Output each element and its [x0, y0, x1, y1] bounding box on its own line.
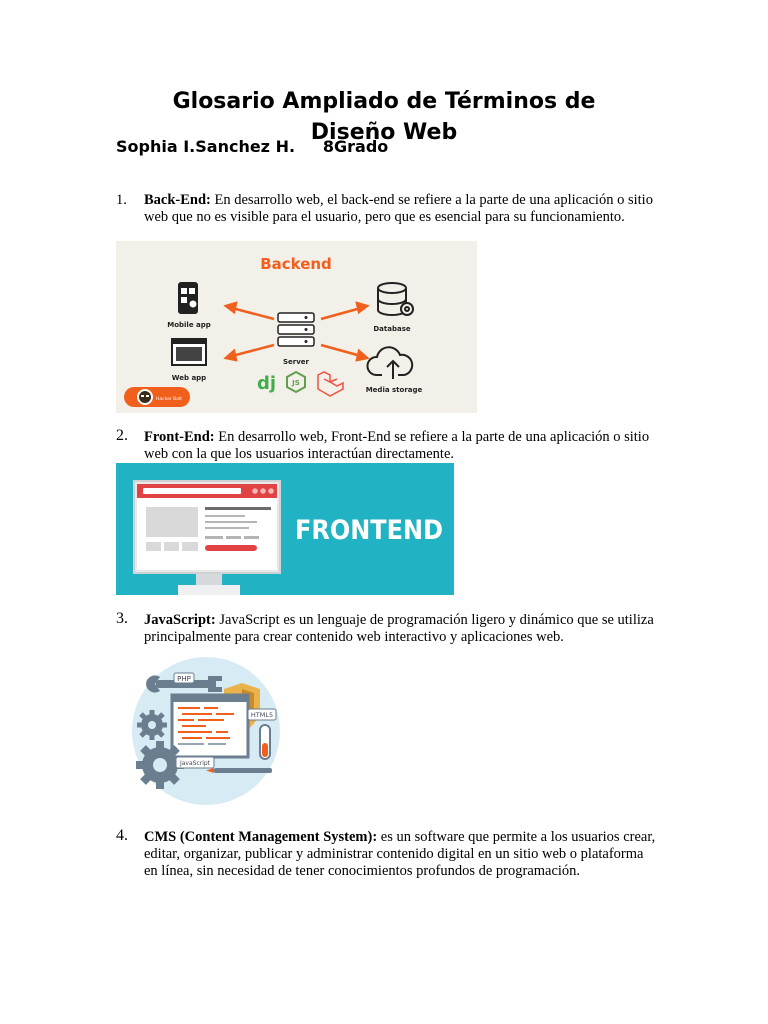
author-line: Sophia I.Sanchez H. 8Grado — [116, 137, 389, 156]
test-tube-icon — [260, 725, 270, 759]
small-gear-icon — [137, 710, 167, 740]
item-number: 2. — [116, 427, 128, 444]
backend-heading: Backend — [260, 255, 332, 273]
glossary-item-front-end — [116, 429, 656, 463]
term-definition: En desarrollo web, el back-end se refiere a la parte de una aplicación o sitio web que no es visible para el usuario, pero que es esencial para su funcionamiento. — [144, 192, 653, 225]
database-label: Database — [373, 325, 411, 333]
frontend-illustration — [116, 463, 454, 595]
item-number: 4. — [116, 827, 128, 844]
term-name: Back-End: — [144, 192, 211, 208]
mobile-app-label: Mobile app — [167, 321, 211, 329]
javascript-illustration — [116, 649, 292, 811]
svg-text:Hacker Bolt: Hacker Bolt — [156, 397, 182, 402]
term-definition: JavaScript es un lenguaje de programación ligero y dinámico que se utiliza principalmente para crear contenido web interactivo y aplicaciones web. — [144, 612, 654, 645]
svg-text:JS: JS — [292, 379, 300, 387]
mobile-app-icon — [178, 282, 198, 314]
javascript-label: JavaScript — [179, 760, 211, 767]
glossary-item-back-end — [116, 192, 656, 226]
hacker-bolt-badge — [124, 387, 190, 407]
web-app-icon — [172, 339, 206, 365]
title-line-1: Glosario Ampliado de Términos de — [172, 89, 596, 114]
term-name: JavaScript: — [144, 612, 216, 628]
server-icon — [278, 313, 314, 346]
item-number: 1. — [116, 192, 127, 208]
pencil-icon — [206, 768, 272, 773]
django-logo: dj — [257, 373, 277, 394]
glossary-item-cms — [116, 829, 656, 880]
term-definition: es un software que permite a los usuarios crear, editar, organizar, publicar y administrar contenido digital en un sitio web o plataforma en línea, sin necesidad de tener conocimientos profundos de programación. — [144, 829, 656, 879]
html5-label: HTML5 — [250, 711, 274, 719]
item-number: 3. — [116, 610, 128, 627]
frontend-heading: FRONTEND — [295, 515, 443, 546]
web-app-label: Web app — [171, 374, 207, 382]
backend-diagram — [116, 241, 477, 413]
php-label: PHP — [177, 675, 191, 683]
server-label: Server — [282, 358, 310, 366]
term-definition: En desarrollo web, Front-End se refiere a la parte de una aplicación o sitio web con la que los usuarios interactúan directamente. — [144, 429, 650, 462]
media-storage-label: Media storage — [365, 386, 423, 394]
term-name: Front-End: — [144, 429, 215, 445]
title-line-2: Diseño Web — [310, 120, 458, 145]
term-name: CMS (Content Management System): — [144, 829, 378, 845]
glossary-item-javascript — [116, 612, 656, 646]
